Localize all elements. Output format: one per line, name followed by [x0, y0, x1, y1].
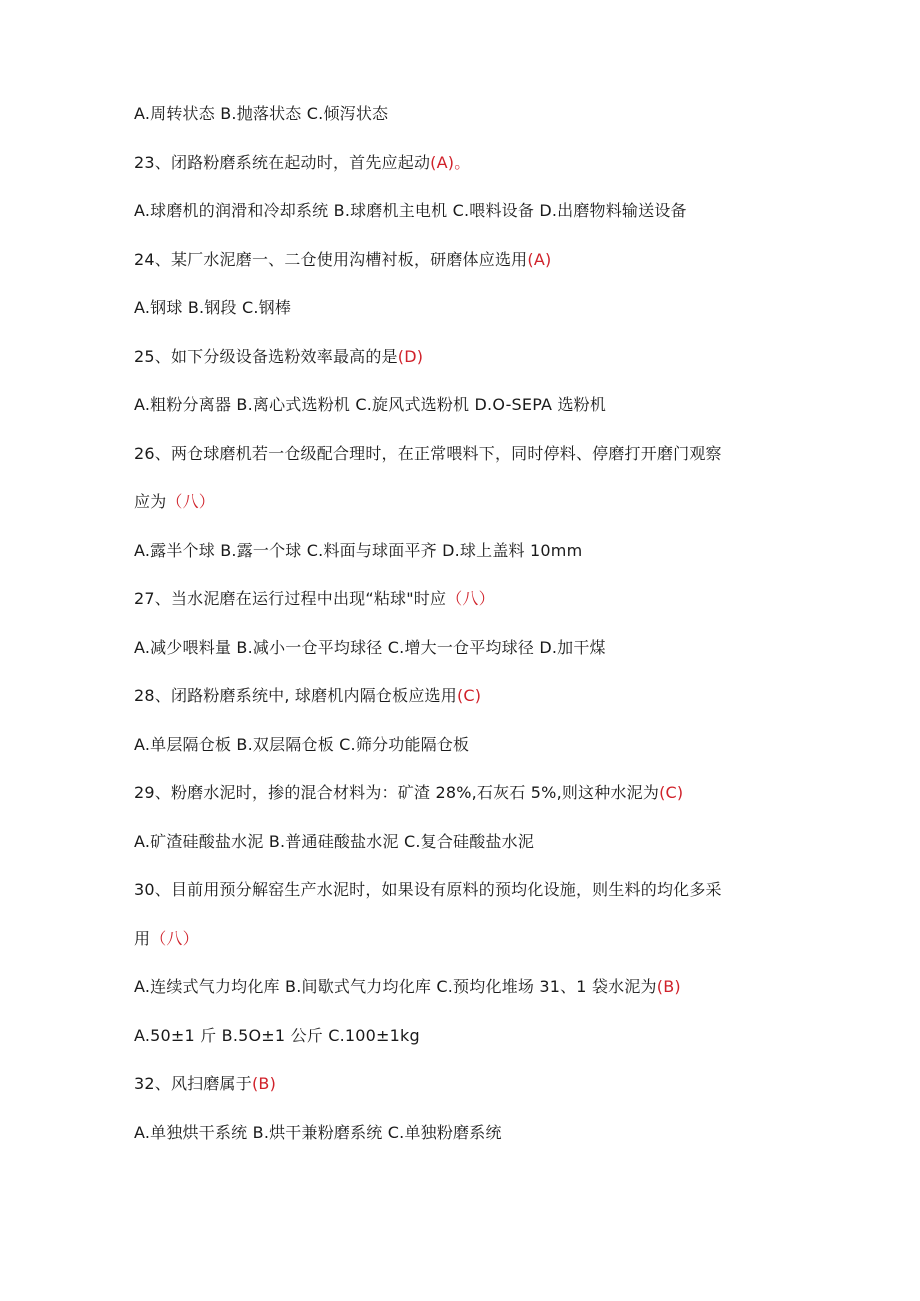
answer-mark: (A)。	[430, 152, 471, 172]
line-text: A.周转状态 B.抛落状态 C.倾泻状态	[134, 104, 389, 123]
option-line	[134, 1115, 814, 1164]
option-line	[134, 193, 814, 242]
line-text: 26、两仓球磨机若一仓级配合理时，在正常喂料下，同时停料、停磨打开磨门观察	[134, 443, 722, 463]
answer-mark: （八）	[150, 928, 199, 948]
question-line	[134, 242, 814, 291]
line-text: A.单层隔仓板 B.双层隔仓板 C.筛分功能隔仓板	[134, 734, 470, 754]
answer-mark: (A)	[527, 249, 552, 269]
line-text: 27、当水泥磨在运行过程中出现“粘球"时应	[134, 589, 447, 608]
line-text: 24、某厂水泥磨一、二仓使用沟槽衬板，研磨体应选用	[134, 249, 528, 269]
option-line	[134, 387, 814, 436]
option-line	[134, 824, 814, 873]
line-text: 23、闭路粉磨系统在起动时，首先应起动	[134, 152, 431, 172]
answer-mark: (C)	[659, 783, 684, 802]
answer-mark: （八）	[166, 492, 216, 511]
answer-mark: (D)	[397, 346, 424, 366]
line-text: A.球磨机的润滑和冷却系统 B.球磨机主电机 C.喂料设备 D.出磨物料输送设备	[134, 201, 687, 220]
question-line	[134, 145, 814, 194]
option-line	[134, 727, 814, 776]
line-text: A.单独烘干系统 B.烘干兼粉磨系统 C.单独粉磨系统	[134, 1122, 502, 1142]
line-text: A.矿渣硅酸盐水泥 B.普通硅酸盐水泥 C.复合硅酸盐水泥	[134, 831, 535, 851]
answer-mark: （八）	[446, 589, 495, 608]
question-line	[134, 678, 814, 727]
question-line	[134, 339, 814, 388]
option-line	[134, 533, 814, 582]
option-line	[134, 969, 814, 1018]
question-line-continued	[134, 484, 814, 533]
line-text: A.露半个球 B.露一个球 C.料面与球面平齐 D.球上盖料 10mm	[134, 540, 583, 560]
question-line	[134, 436, 814, 485]
option-line	[134, 630, 814, 679]
answer-mark: (C)	[456, 686, 482, 705]
line-text: 32、风扫磨属于	[134, 1074, 252, 1093]
question-line	[134, 872, 814, 921]
line-text: A.减少喂料量 B.减小一仓平均球径 C.增大一仓平均球径 D.加干煤	[134, 637, 606, 657]
line-text: A.50±1 斤 B.5O±1 公斤 C.100±1kg	[134, 1025, 420, 1045]
line-text: A.钢球 B.钢段 C.钢棒	[134, 298, 292, 317]
question-line-continued	[134, 921, 814, 970]
line-text: 25、如下分级设备选粉效率最高的是	[134, 346, 398, 366]
line-text: A.粗粉分离器 B.离心式选粉机 C.旋风式选粉机 D.O-SEPA 选粉机	[134, 395, 607, 414]
line-text: 应为	[134, 492, 167, 511]
question-line	[134, 1066, 814, 1115]
option-line	[134, 290, 814, 339]
line-text: 30、目前用预分解窑生产水泥时，如果设有原料的预均化设施，则生料的均化多采	[134, 880, 722, 899]
option-line	[134, 96, 814, 145]
question-line	[134, 775, 814, 824]
line-text: 28、闭路粉磨系统中, 球磨机内隔仓板应选用	[134, 686, 457, 705]
line-text: 29、粉磨水泥时，掺的混合材料为：矿渣 28%,石灰石 5%,则这种水泥为	[134, 783, 660, 802]
answer-mark: (B)	[251, 1074, 277, 1093]
question-line	[134, 581, 814, 630]
document-page	[134, 96, 814, 1163]
line-text: 用	[134, 928, 151, 948]
line-text: A.连续式气力均化库 B.间歇式气力均化库 C.预均化堆场 31、1 袋水泥为	[134, 977, 657, 996]
answer-mark: (B)	[656, 977, 681, 996]
option-line	[134, 1018, 814, 1067]
